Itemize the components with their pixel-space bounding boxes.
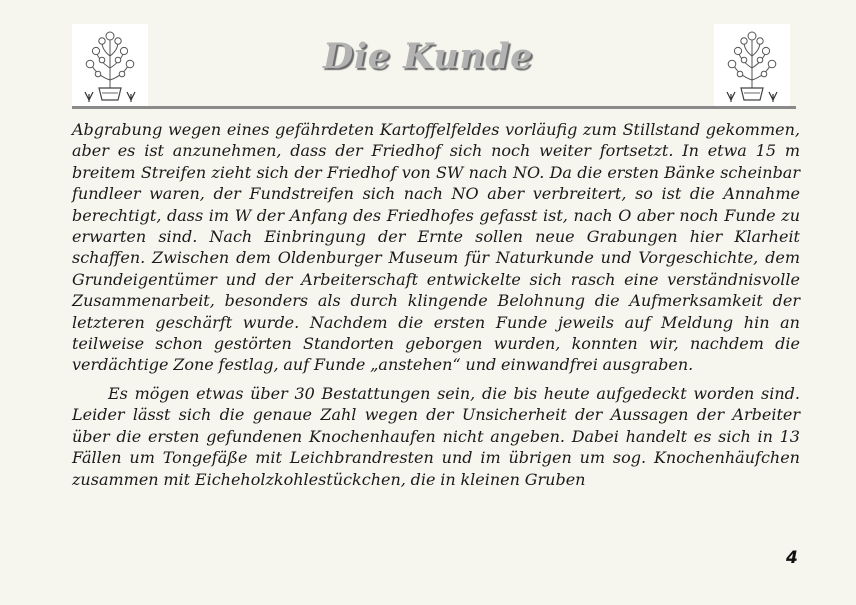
article-body: [72, 119, 800, 490]
page-number: 4: [786, 548, 798, 568]
paragraph: Es mögen etwas über 30 Bestattungen sein, die bis heute aufgedeckt worden sind. Leider lässt sich die genaue Zahl wegen der Unsicherheit der Aussagen der Arbeiter über die ersten gefundenen Knochenhaufen nicht angeben. Dabei handelt es sich in 13 Fällen um Tongefäße mit Leichbrandresten und im übrigen um sog. Knochenhäufchen zusammen mit Eicheholzkohlestückchen, die in kleinen Gruben: [72, 383, 800, 489]
paragraph: Abgrabung wegen eines gefährdeten Kartoffelfeldes vorläufig zum Stillstand gekommen, aber es ist anzunehmen, dass der Friedhof sich noch weiter fortsetzt. In etwa 15 m breitem Streifen zieht sich der Friedhof von SW nach NO. Da die ersten Bänke scheinbar fundleer waren, der Fundstreifen sich nach NO aber verbreitert, so ist die Annahme berechtigt, dass im W der Anfang des Friedhofes gefasst ist, nach O aber noch Funde zu erwarten sind. Nach Einbringung der Ernte sollen neue Grabungen hier Klarheit schaffen. Zwischen dem Oldenburger Museum für Naturkunde und Vorgeschichte, dem Grundeigentümer und der Arbeiterschaft entwickelte sich rasch eine verständnisvolle Zusammenarbeit, besonders als durch klingende Belohnung die Aufmerksamkeit der letzteren geschärft wurde. Nachdem die ersten Funde jeweils auf Meldung hin an teilweise schon gestörten Standorten geborgen wurden, konnten wir, nachdem die verdächtige Zone festlag, auf Funde „anstehen“ und einwandfrei ausgraben.: [72, 120, 800, 375]
header-divider: [72, 106, 796, 109]
page-title: Die Kunde: [323, 36, 533, 77]
tree-of-life-logo-right: [714, 24, 790, 108]
tree-of-life-icon: [714, 24, 790, 108]
